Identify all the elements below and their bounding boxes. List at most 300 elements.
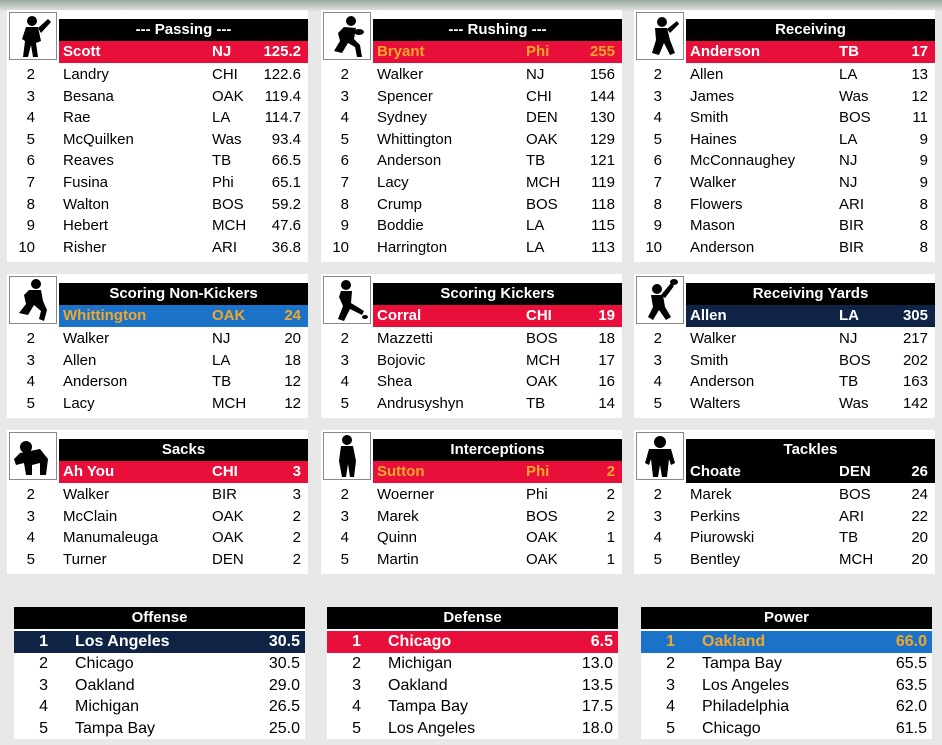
stat-value: 65.1 [271, 174, 301, 191]
player-name: Allen [690, 66, 724, 83]
rank: 2 [340, 486, 349, 503]
team-abbr: NJ [839, 174, 858, 191]
stat-board [321, 430, 622, 574]
team-name: Philadelphia [702, 698, 790, 716]
stat-value: 22 [911, 507, 928, 525]
rank: 3 [666, 676, 675, 694]
team-name: Michigan [75, 698, 140, 716]
list-item [634, 350, 935, 372]
ranking-item [14, 653, 305, 675]
team-abbr: MCH [526, 174, 561, 191]
team-abbr: LA [839, 130, 858, 148]
stat-value: 12 [284, 373, 301, 391]
player-name: Walker [63, 330, 110, 347]
team-abbr: BIR [212, 486, 238, 503]
team-score: 18.0 [581, 719, 613, 737]
player-name: Marek [377, 507, 419, 525]
team-abbr: TB [839, 373, 859, 391]
team-score: 63.5 [895, 676, 927, 694]
quarterback-icon [9, 12, 57, 60]
catching-receiver-icon [636, 276, 684, 324]
player-name: Smith [690, 109, 729, 127]
stat-value: 18 [284, 351, 301, 369]
team-abbr: Was [212, 130, 242, 148]
stat-value: 2 [606, 486, 615, 503]
team-name: Los Angeles [702, 676, 790, 694]
rank: 7 [340, 174, 349, 191]
rank: 2 [340, 330, 349, 347]
team-abbr: OAK [526, 130, 558, 148]
stat-value: 2 [292, 529, 301, 547]
ranking-leader-row [327, 631, 618, 653]
stat-value: 142 [902, 394, 928, 412]
list-item [634, 371, 935, 393]
list-item [7, 86, 308, 108]
stat-value: 17 [598, 351, 615, 369]
rank: 3 [26, 507, 35, 525]
team-abbr: NJ [839, 152, 858, 170]
list-item [321, 371, 622, 393]
player-name: Woerner [377, 486, 435, 503]
stat-value: 217 [902, 330, 928, 347]
board-title: Receiving Yards [686, 283, 935, 305]
list-item [7, 350, 308, 372]
team-abbr: BOS [212, 195, 244, 213]
list-item [321, 506, 622, 528]
ranking-item [641, 696, 932, 718]
list-item [321, 86, 622, 108]
team-abbr: OAK [212, 507, 244, 525]
stat-board [634, 274, 935, 418]
rank: 10 [645, 238, 662, 256]
list-item [634, 64, 935, 86]
rank: 5 [39, 719, 48, 737]
team-abbr: OAK [526, 550, 558, 568]
list-item [634, 506, 935, 528]
player-name: Anderson [690, 238, 755, 256]
rank: 3 [26, 87, 35, 105]
rank: 4 [352, 698, 361, 716]
player-name: James [690, 87, 735, 105]
team-abbr: BIR [839, 217, 865, 235]
team-abbr: CHI [526, 87, 552, 105]
rank: 5 [340, 394, 349, 412]
rank: 3 [653, 87, 662, 105]
list-item [321, 107, 622, 129]
rank: 5 [26, 550, 35, 568]
rank: 3 [26, 351, 35, 369]
team-abbr: NJ [526, 66, 545, 83]
leader-team: DEN [839, 463, 871, 480]
player-name: Crump [377, 195, 423, 213]
stat-value: 1 [606, 550, 615, 568]
list-item [7, 172, 308, 194]
list-item [634, 328, 935, 350]
player-name: Haines [690, 130, 737, 148]
rank: 8 [26, 195, 35, 213]
stat-board [7, 274, 308, 418]
stat-value: 13 [911, 66, 928, 83]
player-name: Walters [690, 394, 741, 412]
player-name: McConnaughey [690, 152, 796, 170]
rank: 2 [39, 655, 48, 672]
player-name: McQuilken [63, 130, 134, 148]
leader-value: 19 [598, 307, 615, 324]
list-item [321, 393, 622, 415]
player-name: Walker [377, 66, 424, 83]
stat-value: 118 [591, 195, 615, 213]
team-name: Oakland [702, 633, 766, 650]
ranking-item [14, 675, 305, 697]
ranking-item [641, 718, 932, 740]
team-abbr: BOS [839, 486, 871, 503]
team-name: Chicago [75, 655, 134, 672]
team-name: Oakland [75, 676, 135, 694]
rank: 2 [26, 486, 35, 503]
team-abbr: OAK [526, 373, 558, 391]
rank: 5 [26, 394, 35, 412]
stat-value: 9 [919, 152, 928, 170]
team-abbr: MCH [212, 394, 247, 412]
rank: 3 [653, 351, 662, 369]
ranking-item [327, 675, 618, 697]
player-name: Boddie [377, 217, 424, 235]
stat-value: 156 [589, 66, 615, 83]
rank: 3 [352, 676, 361, 694]
leader-name: Scott [63, 43, 101, 60]
player-name: Martin [377, 550, 419, 568]
leader-team: Phi [526, 463, 550, 480]
rank: 2 [653, 486, 662, 503]
stat-value: 47.6 [271, 217, 301, 235]
list-item [7, 328, 308, 350]
rank: 10 [332, 238, 349, 256]
rank: 4 [340, 109, 349, 127]
list-item [7, 371, 308, 393]
player-name: Manumaleuga [63, 529, 159, 547]
rank: 7 [26, 174, 35, 191]
leader-name: Choate [690, 463, 741, 480]
team-name: Tampa Bay [388, 698, 469, 716]
rank: 4 [26, 373, 35, 391]
stat-value: 8 [919, 238, 928, 256]
list-item [7, 129, 308, 151]
rank: 4 [666, 698, 675, 716]
leader-row [373, 461, 622, 483]
leader-value: 255 [589, 43, 615, 60]
rank: 4 [39, 698, 48, 716]
team-abbr: OAK [212, 87, 244, 105]
ranking-title: Power [641, 607, 932, 629]
team-name: Los Angeles [388, 719, 476, 737]
ranking-item [327, 718, 618, 740]
rank: 3 [340, 87, 349, 105]
team-abbr: BOS [839, 351, 871, 369]
leader-row [686, 41, 935, 63]
team-score: 30.5 [268, 655, 300, 672]
stat-value: 2 [606, 507, 615, 525]
list-item [7, 215, 308, 237]
stat-board [634, 10, 935, 262]
leader-team: TB [839, 43, 859, 60]
board-title: --- Rushing --- [373, 19, 622, 41]
player-name: Allen [63, 351, 97, 369]
team-abbr: BIR [839, 238, 865, 256]
player-name: Lacy [63, 394, 95, 412]
player-name: Anderson [377, 152, 442, 170]
rank: 10 [18, 238, 35, 256]
stat-value: 12 [284, 394, 301, 412]
player-name: Besana [63, 87, 114, 105]
board-title: Tackles [686, 439, 935, 461]
team-abbr: MCH [839, 550, 874, 568]
stat-value: 9 [919, 130, 928, 148]
player-name: Quinn [377, 529, 418, 547]
ranking-item [641, 653, 932, 675]
rank: 5 [352, 719, 361, 737]
list-item [634, 172, 935, 194]
team-abbr: ARI [839, 195, 865, 213]
stat-value: 163 [902, 373, 928, 391]
list-item [321, 150, 622, 172]
player-name: Piurowski [690, 529, 755, 547]
leader-row [59, 41, 308, 63]
leader-team: Phi [526, 43, 550, 60]
list-item [321, 194, 622, 216]
list-item [321, 484, 622, 506]
rank: 5 [666, 719, 675, 737]
stat-value: 66.5 [271, 152, 301, 170]
stat-board [7, 430, 308, 574]
stat-value: 59.2 [271, 195, 301, 213]
stat-board [7, 10, 308, 262]
team-score: 65.5 [895, 655, 927, 672]
player-name: Mason [690, 217, 736, 235]
list-item [634, 549, 935, 571]
player-name: Bentley [690, 550, 741, 568]
player-name: Walker [690, 330, 737, 347]
ranking-item [14, 718, 305, 740]
leader-team: CHI [526, 307, 552, 324]
stat-value: 130 [589, 109, 615, 127]
leader-value: 17 [911, 43, 928, 60]
team-score: 6.5 [590, 633, 613, 650]
linebacker-icon [636, 432, 684, 480]
stat-value: 14 [598, 394, 615, 412]
leader-name: Anderson [690, 43, 761, 60]
ranking-item [327, 696, 618, 718]
rank: 2 [26, 330, 35, 347]
rank: 2 [352, 655, 361, 672]
player-name: Risher [63, 238, 107, 256]
player-name: Bojovic [377, 351, 426, 369]
rank: 2 [653, 66, 662, 83]
player-name: Rae [63, 109, 91, 127]
team-name: Michigan [388, 655, 453, 672]
list-item [634, 194, 935, 216]
team-abbr: Phi [526, 486, 548, 503]
player-name: Anderson [690, 373, 755, 391]
stat-value: 122.6 [263, 66, 301, 83]
stat-board [321, 274, 622, 418]
board-title: Receiving [686, 19, 935, 41]
player-name: McClain [63, 507, 118, 525]
player-name: Whittington [377, 130, 453, 148]
stat-board [321, 10, 622, 262]
stat-value: 8 [919, 217, 928, 235]
stat-value: 93.4 [271, 130, 301, 148]
stat-value: 24 [911, 486, 928, 503]
rank: 3 [340, 351, 349, 369]
stat-value: 202 [902, 351, 928, 369]
lineman-icon [9, 432, 57, 480]
player-name: Fusina [63, 174, 109, 191]
rank: 4 [340, 529, 349, 547]
list-item [634, 150, 935, 172]
ranking-board [327, 607, 618, 739]
list-item [634, 129, 935, 151]
list-item [7, 506, 308, 528]
leader-row [373, 305, 622, 327]
stat-value: 144 [589, 87, 615, 105]
rank: 4 [26, 109, 35, 127]
ranking-board [14, 607, 305, 739]
rank: 3 [653, 507, 662, 525]
team-abbr: TB [839, 529, 859, 547]
team-abbr: LA [212, 351, 231, 369]
list-item [321, 549, 622, 571]
stat-value: 9 [919, 174, 928, 191]
rank: 4 [653, 373, 662, 391]
team-abbr: OAK [212, 529, 244, 547]
list-item [321, 64, 622, 86]
rank: 1 [666, 633, 675, 650]
team-name: Tampa Bay [75, 719, 156, 737]
ranking-item [327, 653, 618, 675]
player-name: Smith [690, 351, 729, 369]
leader-team: OAK [212, 307, 246, 324]
leader-name: Corral [377, 307, 422, 324]
rank: 4 [653, 529, 662, 547]
team-abbr: DEN [212, 550, 244, 568]
list-item [321, 172, 622, 194]
team-score: 26.5 [268, 698, 300, 716]
ranking-title: Defense [327, 607, 618, 629]
rank: 7 [653, 174, 662, 191]
stat-value: 20 [911, 550, 928, 568]
list-item [321, 350, 622, 372]
rank: 2 [340, 66, 349, 83]
player-name: Spencer [377, 87, 433, 105]
list-item [321, 129, 622, 151]
team-abbr: Phi [212, 174, 234, 191]
board-title: Scoring Kickers [373, 283, 622, 305]
leader-name: Bryant [377, 43, 425, 60]
stat-value: 114.7 [264, 109, 301, 127]
player-name: Walton [63, 195, 110, 213]
list-item [7, 194, 308, 216]
list-item [321, 527, 622, 549]
team-abbr: NJ [212, 330, 231, 347]
ranking-item [641, 675, 932, 697]
player-name: Harrington [377, 238, 448, 256]
stat-value: 119 [591, 174, 615, 191]
player-name: Landry [63, 66, 109, 83]
stat-value: 3 [292, 486, 301, 503]
list-item [7, 527, 308, 549]
leader-value: 2 [606, 463, 615, 480]
leader-name: Whittington [63, 307, 147, 324]
team-score: 17.5 [581, 698, 613, 716]
leader-team: NJ [212, 43, 232, 60]
team-score: 66.0 [895, 633, 927, 650]
rank: 4 [26, 529, 35, 547]
runner-icon [9, 276, 57, 324]
ranking-leader-row [14, 631, 305, 653]
player-name: Andrusyshyn [377, 394, 464, 412]
stat-value: 129 [589, 130, 615, 148]
leader-row [373, 41, 622, 63]
team-abbr: LA [526, 217, 545, 235]
stat-value: 2 [292, 550, 301, 568]
rank: 2 [653, 330, 662, 347]
player-name: Walker [63, 486, 110, 503]
rank: 9 [653, 217, 662, 235]
rank: 6 [26, 152, 35, 170]
team-abbr: LA [839, 66, 858, 83]
ranking-item [14, 696, 305, 718]
leader-team: LA [839, 307, 859, 324]
list-item [7, 150, 308, 172]
board-title: --- Passing --- [59, 19, 308, 41]
team-abbr: OAK [526, 529, 558, 547]
stat-value: 11 [912, 109, 928, 127]
player-name: Anderson [63, 373, 128, 391]
list-item [634, 107, 935, 129]
list-item [321, 237, 622, 259]
team-abbr: LA [526, 238, 545, 256]
leader-value: 305 [902, 307, 928, 324]
stat-value: 121 [589, 152, 615, 170]
team-abbr: MCH [526, 351, 561, 369]
stat-value: 12 [911, 87, 928, 105]
list-item [7, 107, 308, 129]
rank: 5 [340, 130, 349, 148]
team-abbr: TB [212, 152, 232, 170]
team-name: Chicago [702, 719, 761, 737]
rank: 2 [666, 655, 675, 672]
list-item [634, 527, 935, 549]
player-name: Walker [690, 174, 737, 191]
leader-team: CHI [212, 463, 238, 480]
rank: 5 [653, 394, 662, 412]
list-item [634, 215, 935, 237]
team-abbr: ARI [839, 507, 865, 525]
ranking-title: Offense [14, 607, 305, 629]
defensive-back-icon [323, 432, 371, 480]
rank: 2 [26, 66, 35, 83]
team-score: 13.5 [581, 676, 613, 694]
board-title: Scoring Non-Kickers [59, 283, 308, 305]
team-abbr: ARI [212, 238, 238, 256]
rank: 9 [340, 217, 349, 235]
team-abbr: TB [526, 152, 546, 170]
rank: 5 [653, 550, 662, 568]
list-item [7, 237, 308, 259]
team-score: 62.0 [895, 698, 927, 716]
team-abbr: BOS [526, 507, 558, 525]
leader-name: Ah You [63, 463, 115, 480]
